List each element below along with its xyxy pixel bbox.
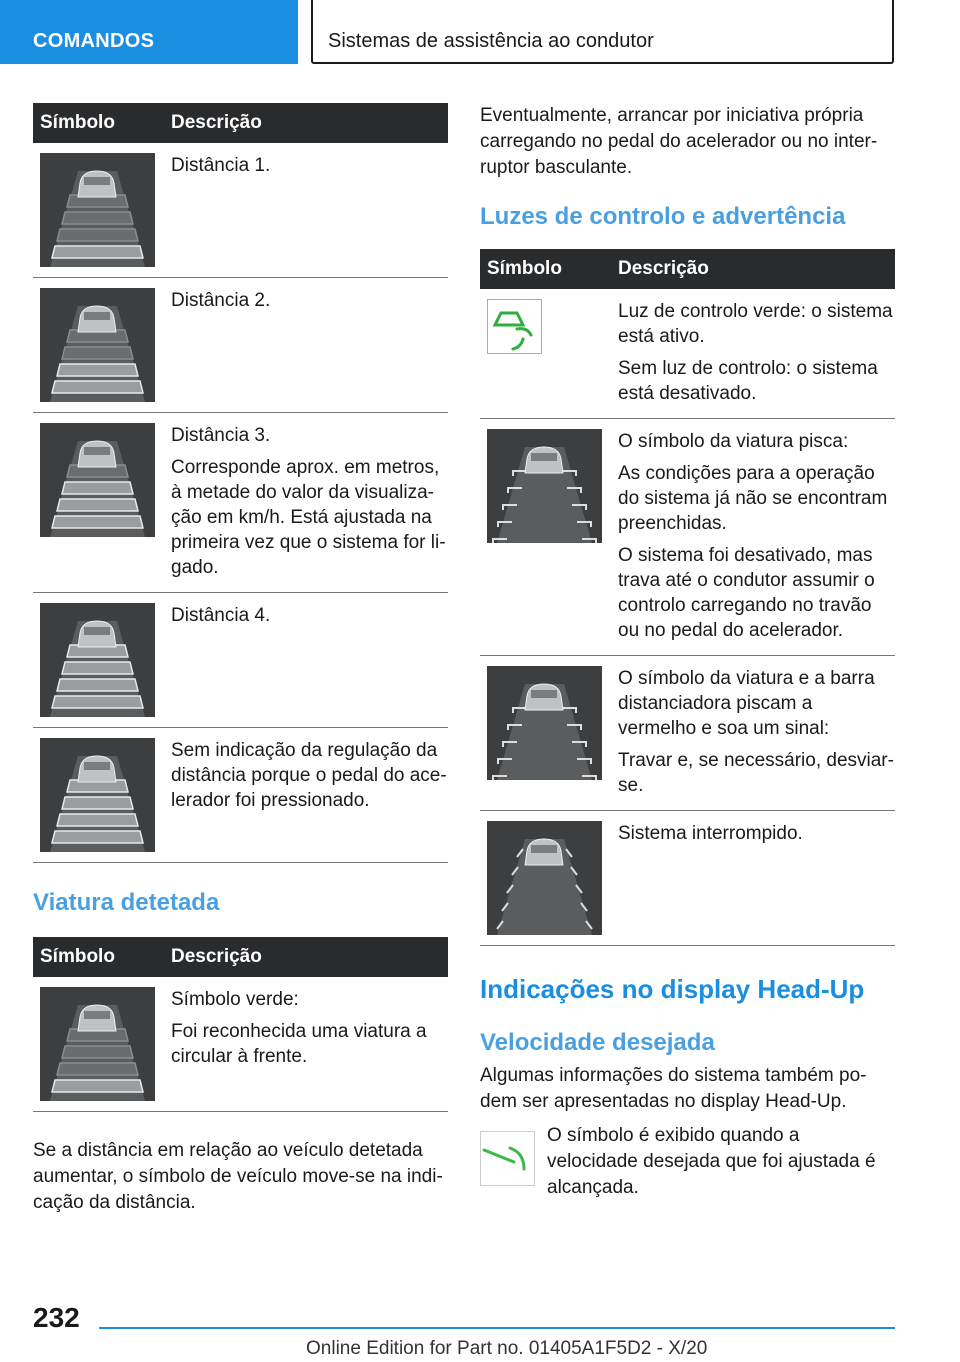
table-row: [33, 728, 448, 863]
description-cell: [611, 419, 895, 656]
description-text: Sem luz de controlo: o sistema está desativado.: [618, 358, 878, 404]
table-row: [480, 811, 895, 946]
distance-table: [33, 103, 448, 863]
description-text: Corresponde aprox. em metros, à metade do valor da visualização em km/h. Está ajustada na primeira vez que o sistema for ligado.: [171, 457, 446, 578]
col-symbol: Símbolo: [33, 103, 164, 143]
footer-edition: Online Edition for Part no. 01405A1F5D2 - X/20: [306, 1338, 708, 1359]
hud-paragraph: Algumas informações do sistema também podem ser apresentadas no display Head-Up.: [480, 1065, 867, 1112]
description-text: As condições para a operação do sistema já não se encontram preenchidas.: [618, 463, 888, 534]
symbol-cell: [33, 977, 164, 1112]
vehicle-detected-table: [33, 937, 448, 1112]
section-heading-warning-lights: Luzes de controlo e advertência: [480, 203, 846, 230]
distance-display-icon: [487, 666, 602, 780]
distance-display-icon: [40, 423, 155, 537]
table-row: [33, 278, 448, 413]
description-cell: [164, 278, 448, 413]
description-text: Luz de controlo verde: o sistema está ativo.: [618, 301, 893, 347]
symbol-cell: [33, 278, 164, 413]
hud-speed-icon: [480, 1131, 535, 1186]
distance-display-icon: [487, 821, 602, 935]
description-cell: [164, 728, 448, 863]
col-symbol: Símbolo: [33, 937, 164, 977]
description-cell: [611, 811, 895, 946]
symbol-cell: [480, 419, 611, 656]
description-text: O sistema foi desativado, mas trava até o condutor assumir o controlo carregando no travão ou no pedal do acelerador.: [618, 545, 875, 641]
symbol-cell: [33, 143, 164, 278]
description-text: Foi reconhecida uma viatura a circular à frente.: [171, 1021, 427, 1067]
description-cell: [164, 593, 448, 728]
description-text: O símbolo da viatura pisca:: [618, 431, 849, 452]
hud-icon-text: O símbolo é exibido quando a velocidade desejada que foi ajustada é alcançada.: [547, 1125, 876, 1198]
warning-lights-table: [480, 249, 895, 946]
hud-icon-row: [480, 1123, 895, 1201]
description-text: Distância 1.: [171, 155, 271, 176]
symbol-cell: [33, 728, 164, 863]
distance-display-icon: [40, 987, 155, 1101]
description-text: Travar e, se necessário, desviar-se.: [618, 750, 894, 796]
distance-display-icon: [40, 738, 155, 852]
description-cell: [611, 289, 895, 419]
symbol-cell: [33, 593, 164, 728]
section-tab: [0, 0, 298, 64]
description-cell: [164, 143, 448, 278]
chapter-tab: [311, 0, 894, 64]
table-row: [480, 419, 895, 656]
intro-paragraph: Eventualmente, arrancar por iniciativa própria carregando no pedal do acelerador ou no interruptor basculante.: [480, 105, 878, 178]
right-column: [480, 103, 895, 1201]
green-acc-indicator-icon: [487, 299, 542, 354]
distance-display-icon: [40, 153, 155, 267]
col-symbol: Símbolo: [480, 249, 611, 289]
section-heading-vehicle-detected: Viatura detetada: [33, 889, 220, 916]
description-cell: [164, 413, 448, 593]
symbol-cell: [33, 413, 164, 593]
description-text: Sistema interrompido.: [618, 823, 803, 844]
distance-paragraph: Se a distância em relação ao veículo detetada aumentar, o símbolo de veículo move-se na indicação da distância.: [33, 1140, 443, 1213]
desired-speed-heading: Velocidade desejada: [480, 1029, 715, 1056]
description-text: Distância 3.: [171, 425, 271, 446]
symbol-cell: [480, 656, 611, 811]
description-text: O símbolo da viatura e a barra distanciadora piscam a vermelho e soa um sinal:: [618, 668, 875, 739]
table-row: [480, 289, 895, 419]
description-cell: [164, 977, 448, 1112]
distance-display-icon: [40, 603, 155, 717]
symbol-cell: [480, 289, 611, 419]
table-row: [480, 656, 895, 811]
table-row: [33, 143, 448, 278]
distance-display-icon: [40, 288, 155, 402]
col-description: Descrição: [611, 249, 895, 289]
table-row: [33, 593, 448, 728]
description-text: Distância 4.: [171, 605, 271, 626]
footer-divider: [99, 1327, 895, 1329]
symbol-cell: [480, 811, 611, 946]
description-text: Símbolo verde:: [171, 989, 299, 1010]
distance-display-icon: [487, 429, 602, 543]
table-row: [33, 977, 448, 1112]
section-label: COMANDOS: [33, 30, 155, 52]
col-description: Descrição: [164, 103, 448, 143]
head-up-heading: Indicações no display Head-Up: [480, 974, 865, 1004]
col-description: Descrição: [164, 937, 448, 977]
description-cell: [611, 656, 895, 811]
description-text: Distância 2.: [171, 290, 271, 311]
description-text: Sem indicação da regulação da distância porque o pedal do acelerador foi pressionado.: [171, 740, 447, 811]
left-column: [33, 103, 448, 1216]
page-number: 232: [33, 1302, 80, 1333]
chapter-title: Sistemas de assistência ao condutor: [328, 30, 654, 52]
table-row: [33, 413, 448, 593]
